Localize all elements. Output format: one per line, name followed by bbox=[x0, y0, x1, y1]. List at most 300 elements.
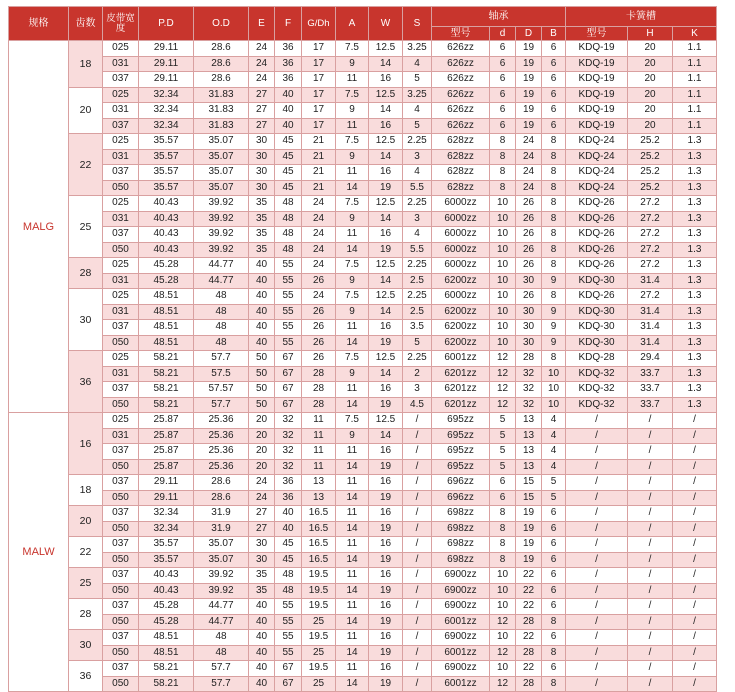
table-cell: 22 bbox=[516, 568, 542, 584]
header-spec: 规格 bbox=[9, 7, 69, 41]
table-cell: 36 bbox=[275, 475, 302, 491]
teeth-count: 36 bbox=[69, 351, 103, 413]
table-cell: KDQ-32 bbox=[566, 397, 628, 413]
table-cell: 1.3 bbox=[673, 180, 717, 196]
table-cell: 48 bbox=[275, 242, 302, 258]
table-row bbox=[9, 320, 717, 336]
table-cell: 1.3 bbox=[673, 242, 717, 258]
table-cell: / bbox=[403, 568, 432, 584]
table-cell: 50 bbox=[249, 351, 275, 367]
table-cell: 16 bbox=[369, 568, 403, 584]
table-cell: 14 bbox=[336, 459, 369, 475]
table-cell: 025 bbox=[103, 196, 139, 212]
table-cell: 30 bbox=[516, 304, 542, 320]
table-cell: 1.3 bbox=[673, 320, 717, 336]
table-cell: 28 bbox=[302, 366, 336, 382]
table-cell: 037 bbox=[103, 475, 139, 491]
table-cell: 6200zz bbox=[432, 320, 490, 336]
table-cell: 40 bbox=[249, 661, 275, 677]
table-cell: 40 bbox=[249, 320, 275, 336]
table-cell: KDQ-30 bbox=[566, 320, 628, 336]
table-cell: 626zz bbox=[432, 87, 490, 103]
table-cell: 32.34 bbox=[139, 506, 194, 522]
table-cell: / bbox=[673, 583, 717, 599]
table-cell: 25 bbox=[302, 676, 336, 692]
table-cell: 695zz bbox=[432, 413, 490, 429]
table-cell: / bbox=[673, 661, 717, 677]
table-cell: 45.28 bbox=[139, 273, 194, 289]
table-cell: 1.3 bbox=[673, 134, 717, 150]
teeth-count: 25 bbox=[69, 196, 103, 258]
table-cell: 25 bbox=[302, 614, 336, 630]
table-cell: 16 bbox=[369, 227, 403, 243]
table-cell: / bbox=[628, 537, 673, 553]
teeth-count: 36 bbox=[69, 661, 103, 692]
header-clip: 卡簧槽 bbox=[566, 7, 717, 27]
table-cell: 31.83 bbox=[194, 103, 249, 119]
table-cell: 29.11 bbox=[139, 56, 194, 72]
table-cell: 031 bbox=[103, 56, 139, 72]
table-cell: 10 bbox=[490, 304, 516, 320]
table-cell: 11 bbox=[336, 382, 369, 398]
table-cell: 22 bbox=[516, 583, 542, 599]
table-cell: KDQ-32 bbox=[566, 366, 628, 382]
table-cell: 40 bbox=[275, 521, 302, 537]
table-cell: 6001zz bbox=[432, 351, 490, 367]
table-cell: 11 bbox=[336, 72, 369, 88]
table-cell: 20 bbox=[249, 428, 275, 444]
table-cell: 10 bbox=[542, 366, 566, 382]
table-cell: 32 bbox=[275, 413, 302, 429]
table-cell: 50 bbox=[249, 382, 275, 398]
table-cell: / bbox=[628, 475, 673, 491]
table-cell: 050 bbox=[103, 459, 139, 475]
table-cell: 4 bbox=[403, 227, 432, 243]
table-cell: 14 bbox=[369, 428, 403, 444]
table-cell: 30 bbox=[249, 180, 275, 196]
table-cell: 1.1 bbox=[673, 103, 717, 119]
table-cell: / bbox=[403, 459, 432, 475]
table-cell: 21 bbox=[302, 134, 336, 150]
table-cell: 57.7 bbox=[194, 397, 249, 413]
table-cell: 050 bbox=[103, 180, 139, 196]
table-cell: / bbox=[566, 490, 628, 506]
table-cell: 35 bbox=[249, 211, 275, 227]
table-row bbox=[9, 521, 717, 537]
table-cell: 2.25 bbox=[403, 289, 432, 305]
table-cell: 1.3 bbox=[673, 196, 717, 212]
table-cell: 50 bbox=[249, 366, 275, 382]
table-cell: 6001zz bbox=[432, 614, 490, 630]
table-cell: / bbox=[673, 428, 717, 444]
table-cell: 32 bbox=[275, 459, 302, 475]
table-cell: 20 bbox=[249, 459, 275, 475]
table-row bbox=[9, 490, 717, 506]
table-cell: 1.1 bbox=[673, 41, 717, 57]
table-cell: 5 bbox=[403, 335, 432, 351]
table-cell: 1.3 bbox=[673, 351, 717, 367]
table-cell: 1.3 bbox=[673, 335, 717, 351]
header-teeth: 齿数 bbox=[69, 7, 103, 41]
table-cell: 698zz bbox=[432, 506, 490, 522]
table-cell: 25.87 bbox=[139, 428, 194, 444]
table-cell: 9 bbox=[336, 103, 369, 119]
header-e: E bbox=[249, 7, 275, 41]
table-cell: 3 bbox=[403, 149, 432, 165]
table-cell: / bbox=[403, 444, 432, 460]
table-cell: 55 bbox=[275, 614, 302, 630]
table-cell: 28 bbox=[302, 382, 336, 398]
table-cell: 24 bbox=[249, 72, 275, 88]
table-cell: 19 bbox=[369, 645, 403, 661]
table-cell: 30 bbox=[249, 165, 275, 181]
table-row bbox=[9, 552, 717, 568]
table-cell: / bbox=[628, 428, 673, 444]
table-cell: 9 bbox=[542, 273, 566, 289]
table-cell: 8 bbox=[490, 134, 516, 150]
table-cell: 58.21 bbox=[139, 366, 194, 382]
table-cell: 037 bbox=[103, 165, 139, 181]
table-cell: KDQ-30 bbox=[566, 335, 628, 351]
table-cell: 6 bbox=[542, 630, 566, 646]
table-cell: 48 bbox=[194, 320, 249, 336]
table-cell: 30 bbox=[516, 273, 542, 289]
table-cell: 58.21 bbox=[139, 676, 194, 692]
table-row bbox=[9, 661, 717, 677]
table-cell: / bbox=[673, 413, 717, 429]
table-cell: 5 bbox=[403, 72, 432, 88]
table-cell: 4 bbox=[542, 459, 566, 475]
table-cell: 30 bbox=[249, 537, 275, 553]
table-cell: 55 bbox=[275, 289, 302, 305]
table-cell: 24 bbox=[302, 289, 336, 305]
table-cell: 1.3 bbox=[673, 258, 717, 274]
table-cell: 40 bbox=[249, 289, 275, 305]
table-cell: 037 bbox=[103, 382, 139, 398]
table-row bbox=[9, 351, 717, 367]
table-row bbox=[9, 382, 717, 398]
table-cell: / bbox=[628, 413, 673, 429]
table-cell: 28.6 bbox=[194, 490, 249, 506]
table-cell: 48 bbox=[275, 196, 302, 212]
table-cell: 19 bbox=[369, 459, 403, 475]
table-row bbox=[9, 103, 717, 119]
teeth-count: 18 bbox=[69, 475, 103, 506]
table-cell: 8 bbox=[490, 506, 516, 522]
table-cell: 55 bbox=[275, 304, 302, 320]
table-cell: 10 bbox=[490, 568, 516, 584]
table-cell: 12.5 bbox=[369, 41, 403, 57]
table-cell: 5.5 bbox=[403, 180, 432, 196]
table-cell: 26 bbox=[516, 211, 542, 227]
table-cell: 19 bbox=[369, 552, 403, 568]
table-cell: 037 bbox=[103, 599, 139, 615]
table-cell: 26 bbox=[516, 242, 542, 258]
table-cell: 39.92 bbox=[194, 196, 249, 212]
table-cell: 10 bbox=[490, 320, 516, 336]
table-cell: 16 bbox=[369, 661, 403, 677]
table-cell: 2.25 bbox=[403, 196, 432, 212]
table-cell: 6 bbox=[490, 87, 516, 103]
table-cell: 35.57 bbox=[139, 134, 194, 150]
table-cell: 025 bbox=[103, 87, 139, 103]
table-cell: / bbox=[673, 676, 717, 692]
table-cell: 67 bbox=[275, 397, 302, 413]
table-cell: 28 bbox=[516, 645, 542, 661]
table-row bbox=[9, 258, 717, 274]
table-cell: 40 bbox=[249, 304, 275, 320]
table-cell: / bbox=[628, 676, 673, 692]
table-cell: KDQ-26 bbox=[566, 289, 628, 305]
table-row bbox=[9, 630, 717, 646]
table-cell: 20 bbox=[628, 118, 673, 134]
table-cell: 6 bbox=[542, 103, 566, 119]
table-cell: / bbox=[566, 428, 628, 444]
table-cell: 27 bbox=[249, 103, 275, 119]
table-cell: 19 bbox=[369, 676, 403, 692]
table-cell: / bbox=[628, 614, 673, 630]
table-cell: 17 bbox=[302, 118, 336, 134]
table-cell: 40 bbox=[249, 258, 275, 274]
table-cell: 39.92 bbox=[194, 242, 249, 258]
header-clip-h: H bbox=[628, 27, 673, 41]
table-cell: 17 bbox=[302, 41, 336, 57]
table-cell: 6001zz bbox=[432, 676, 490, 692]
table-cell: 28.6 bbox=[194, 475, 249, 491]
table-cell: 31.4 bbox=[628, 335, 673, 351]
table-cell: 6000zz bbox=[432, 242, 490, 258]
teeth-count: 25 bbox=[69, 568, 103, 599]
table-cell: 57.7 bbox=[194, 676, 249, 692]
header-gdh: G/Dh bbox=[302, 7, 336, 41]
teeth-count: 22 bbox=[69, 134, 103, 196]
table-cell: KDQ-26 bbox=[566, 258, 628, 274]
table-cell: 27.2 bbox=[628, 227, 673, 243]
table-cell: 55 bbox=[275, 335, 302, 351]
table-cell: 35.07 bbox=[194, 180, 249, 196]
header-a: A bbox=[336, 7, 369, 41]
table-cell: 626zz bbox=[432, 41, 490, 57]
header-bearing-B: B bbox=[542, 27, 566, 41]
table-cell: 7.5 bbox=[336, 289, 369, 305]
table-cell: 6200zz bbox=[432, 273, 490, 289]
table-cell: 24 bbox=[516, 165, 542, 181]
table-cell: 25.2 bbox=[628, 165, 673, 181]
table-cell: / bbox=[403, 614, 432, 630]
table-cell: 050 bbox=[103, 335, 139, 351]
table-cell: 10 bbox=[490, 630, 516, 646]
table-cell: / bbox=[673, 537, 717, 553]
table-cell: 13 bbox=[302, 490, 336, 506]
table-row bbox=[9, 180, 717, 196]
table-cell: 16 bbox=[369, 382, 403, 398]
table-cell: 24 bbox=[249, 475, 275, 491]
table-cell: 29.11 bbox=[139, 41, 194, 57]
table-cell: / bbox=[673, 475, 717, 491]
table-cell: / bbox=[566, 506, 628, 522]
table-cell: 10 bbox=[490, 273, 516, 289]
table-cell: 11 bbox=[302, 459, 336, 475]
table-cell: 27 bbox=[249, 87, 275, 103]
table-cell: 40.43 bbox=[139, 196, 194, 212]
table-cell: 698zz bbox=[432, 552, 490, 568]
table-cell: 25.2 bbox=[628, 134, 673, 150]
table-cell: 25.87 bbox=[139, 459, 194, 475]
table-cell: 626zz bbox=[432, 56, 490, 72]
table-cell: 6001zz bbox=[432, 645, 490, 661]
spec-name: MALG bbox=[9, 41, 69, 413]
table-cell: 037 bbox=[103, 227, 139, 243]
table-cell: 12.5 bbox=[369, 351, 403, 367]
table-cell: 26 bbox=[302, 304, 336, 320]
table-cell: 037 bbox=[103, 506, 139, 522]
table-cell: KDQ-24 bbox=[566, 149, 628, 165]
table-cell: 19 bbox=[516, 72, 542, 88]
table-row bbox=[9, 273, 717, 289]
table-cell: / bbox=[403, 428, 432, 444]
table-cell: 25.2 bbox=[628, 180, 673, 196]
table-cell: / bbox=[673, 568, 717, 584]
table-cell: 031 bbox=[103, 273, 139, 289]
table-cell: 6 bbox=[490, 41, 516, 57]
table-cell: 48.51 bbox=[139, 320, 194, 336]
table-cell: 031 bbox=[103, 103, 139, 119]
table-cell: 628zz bbox=[432, 149, 490, 165]
table-cell: 7.5 bbox=[336, 413, 369, 429]
table-cell: / bbox=[628, 459, 673, 475]
table-cell: 16.5 bbox=[302, 552, 336, 568]
table-cell: 27.2 bbox=[628, 196, 673, 212]
table-cell: / bbox=[566, 583, 628, 599]
table-cell: 36 bbox=[275, 72, 302, 88]
table-cell: 6000zz bbox=[432, 211, 490, 227]
table-cell: 1.3 bbox=[673, 366, 717, 382]
table-cell: 45.28 bbox=[139, 599, 194, 615]
table-cell: 20 bbox=[628, 103, 673, 119]
table-cell: 55 bbox=[275, 273, 302, 289]
table-row bbox=[9, 506, 717, 522]
table-cell: 67 bbox=[275, 351, 302, 367]
table-cell: 32 bbox=[516, 366, 542, 382]
table-cell: 12 bbox=[490, 351, 516, 367]
table-cell: 44.77 bbox=[194, 258, 249, 274]
table-cell: 15 bbox=[516, 490, 542, 506]
table-cell: 24 bbox=[302, 227, 336, 243]
table-cell: 8 bbox=[490, 180, 516, 196]
spec-name: MALW bbox=[9, 413, 69, 692]
table-cell: 16.5 bbox=[302, 506, 336, 522]
table-row bbox=[9, 599, 717, 615]
table-cell: 40 bbox=[249, 335, 275, 351]
table-cell: 25 bbox=[302, 645, 336, 661]
table-cell: 10 bbox=[490, 583, 516, 599]
table-cell: 45 bbox=[275, 180, 302, 196]
table-cell: 14 bbox=[336, 521, 369, 537]
table-cell: 5 bbox=[490, 428, 516, 444]
table-cell: 2.5 bbox=[403, 304, 432, 320]
table-cell: 36 bbox=[275, 490, 302, 506]
table-cell: 031 bbox=[103, 149, 139, 165]
table-cell: 9 bbox=[336, 273, 369, 289]
table-cell: 025 bbox=[103, 289, 139, 305]
table-cell: 31.83 bbox=[194, 118, 249, 134]
table-cell: / bbox=[628, 568, 673, 584]
table-cell: 32.34 bbox=[139, 103, 194, 119]
table-cell: / bbox=[403, 537, 432, 553]
table-cell: / bbox=[403, 490, 432, 506]
table-cell: 8 bbox=[542, 180, 566, 196]
table-cell: 48 bbox=[194, 335, 249, 351]
table-cell: 10 bbox=[542, 382, 566, 398]
table-cell: 11 bbox=[302, 444, 336, 460]
table-cell: 626zz bbox=[432, 118, 490, 134]
table-cell: 14 bbox=[369, 211, 403, 227]
table-cell: 19.5 bbox=[302, 661, 336, 677]
header-pd: P.D bbox=[139, 7, 194, 41]
table-cell: 40 bbox=[249, 630, 275, 646]
table-cell: / bbox=[566, 521, 628, 537]
table-cell: 44.77 bbox=[194, 273, 249, 289]
table-cell: / bbox=[628, 490, 673, 506]
table-cell: 57.7 bbox=[194, 661, 249, 677]
table-cell: 696zz bbox=[432, 475, 490, 491]
table-cell: 9 bbox=[542, 304, 566, 320]
table-cell: 20 bbox=[249, 444, 275, 460]
table-cell: / bbox=[403, 661, 432, 677]
table-cell: 9 bbox=[336, 428, 369, 444]
table-cell: 26 bbox=[516, 227, 542, 243]
table-cell: 28.6 bbox=[194, 41, 249, 57]
table-cell: 26 bbox=[516, 196, 542, 212]
table-cell: 5 bbox=[490, 413, 516, 429]
table-cell: 55 bbox=[275, 258, 302, 274]
table-cell: 12 bbox=[490, 614, 516, 630]
table-cell: / bbox=[403, 599, 432, 615]
table-cell: 48 bbox=[275, 211, 302, 227]
table-cell: 19 bbox=[516, 103, 542, 119]
table-cell: 1.1 bbox=[673, 118, 717, 134]
table-cell: 32 bbox=[275, 428, 302, 444]
table-cell: 4 bbox=[542, 444, 566, 460]
table-cell: 19 bbox=[369, 242, 403, 258]
table-cell: 1.3 bbox=[673, 304, 717, 320]
table-cell: 19 bbox=[516, 537, 542, 553]
table-cell: 031 bbox=[103, 366, 139, 382]
table-cell: 24 bbox=[249, 490, 275, 506]
table-cell: 9 bbox=[336, 304, 369, 320]
table-cell: 35.57 bbox=[139, 149, 194, 165]
table-body bbox=[9, 41, 717, 692]
table-cell: / bbox=[628, 630, 673, 646]
table-cell: 695zz bbox=[432, 459, 490, 475]
table-row bbox=[9, 676, 717, 692]
table-cell: KDQ-19 bbox=[566, 103, 628, 119]
table-cell: / bbox=[628, 583, 673, 599]
table-cell: 35.07 bbox=[194, 134, 249, 150]
table-cell: / bbox=[566, 599, 628, 615]
table-cell: 39.92 bbox=[194, 568, 249, 584]
table-cell: 58.21 bbox=[139, 351, 194, 367]
table-cell: / bbox=[403, 521, 432, 537]
table-cell: 2.25 bbox=[403, 258, 432, 274]
table-cell: / bbox=[673, 459, 717, 475]
table-cell: KDQ-24 bbox=[566, 180, 628, 196]
table-cell: 14 bbox=[336, 676, 369, 692]
header-f: F bbox=[275, 7, 302, 41]
table-cell: 9 bbox=[542, 335, 566, 351]
table-cell: 57.5 bbox=[194, 366, 249, 382]
table-cell: 27.2 bbox=[628, 258, 673, 274]
